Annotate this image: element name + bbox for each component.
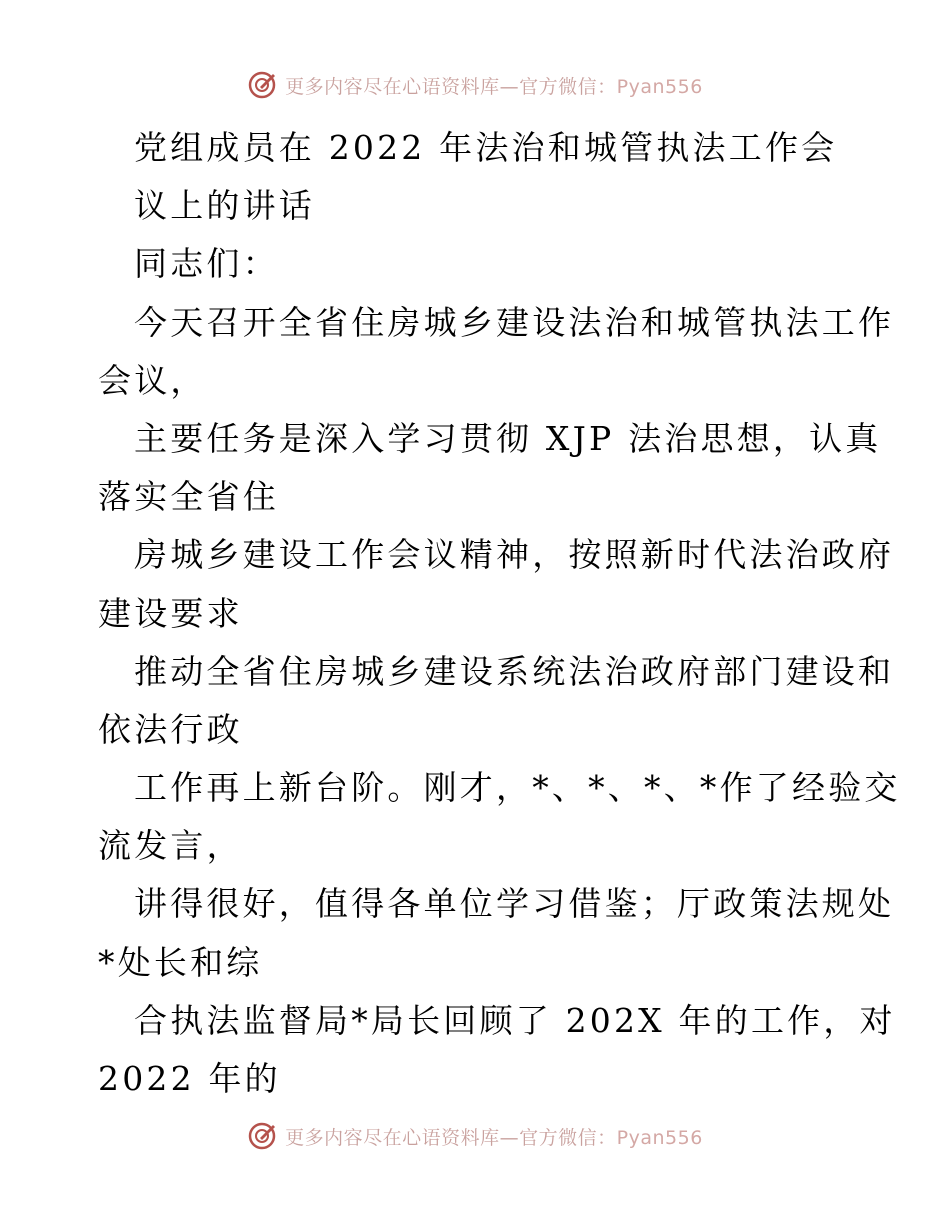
watermark-id: Pyan556 <box>616 75 703 98</box>
text-line: 2022 年的 <box>98 1059 281 1098</box>
text-line: 议上的讲话 <box>134 186 315 226</box>
text-line: 落实全省住 <box>98 477 279 517</box>
text-line: 党组成员在 2022 年法治和城管执法工作会 <box>134 128 838 167</box>
text-line: 主要任务是深入学习贯彻 XJP 法治思想，认真 <box>134 418 882 458</box>
text-line: 合执法监督局*局长回顾了 202X 年的工作，对 <box>134 1000 896 1040</box>
watermark-text: 更多内容尽在心语资料库—官方微信：Pyan556 <box>285 75 703 98</box>
watermark-text: 更多内容尽在心语资料库—官方微信：Pyan556 <box>285 1126 703 1149</box>
text-line: 推动全省住房城乡建设系统法治政府部门建设和 <box>134 651 895 691</box>
text-line: 工作再上新台阶。刚才，*、*、*、*作了经验交 <box>134 768 901 808</box>
watermark-footer <box>0 1121 950 1151</box>
watermark-id: Pyan556 <box>616 1126 703 1149</box>
watermark-header <box>0 70 950 100</box>
text-line: *处长和综 <box>98 942 263 982</box>
text-line: 会议， <box>98 360 207 400</box>
text-line: 房城乡建设工作会议精神，按照新时代法治政府 <box>134 535 895 575</box>
document-body <box>98 124 901 1113</box>
logo-icon <box>247 70 277 100</box>
text-line: 同志们： <box>134 244 279 284</box>
text-line: 讲得很好，值得各单位学习借鉴；厅政策法规处 <box>134 884 895 924</box>
text-line: 今天召开全省住房城乡建设法治和城管执法工作 <box>134 302 895 342</box>
text-line: 依法行政 <box>98 709 243 749</box>
text-line: 流发言， <box>98 826 243 866</box>
text-line: 建设要求 <box>98 593 243 633</box>
logo-icon <box>247 1121 277 1151</box>
